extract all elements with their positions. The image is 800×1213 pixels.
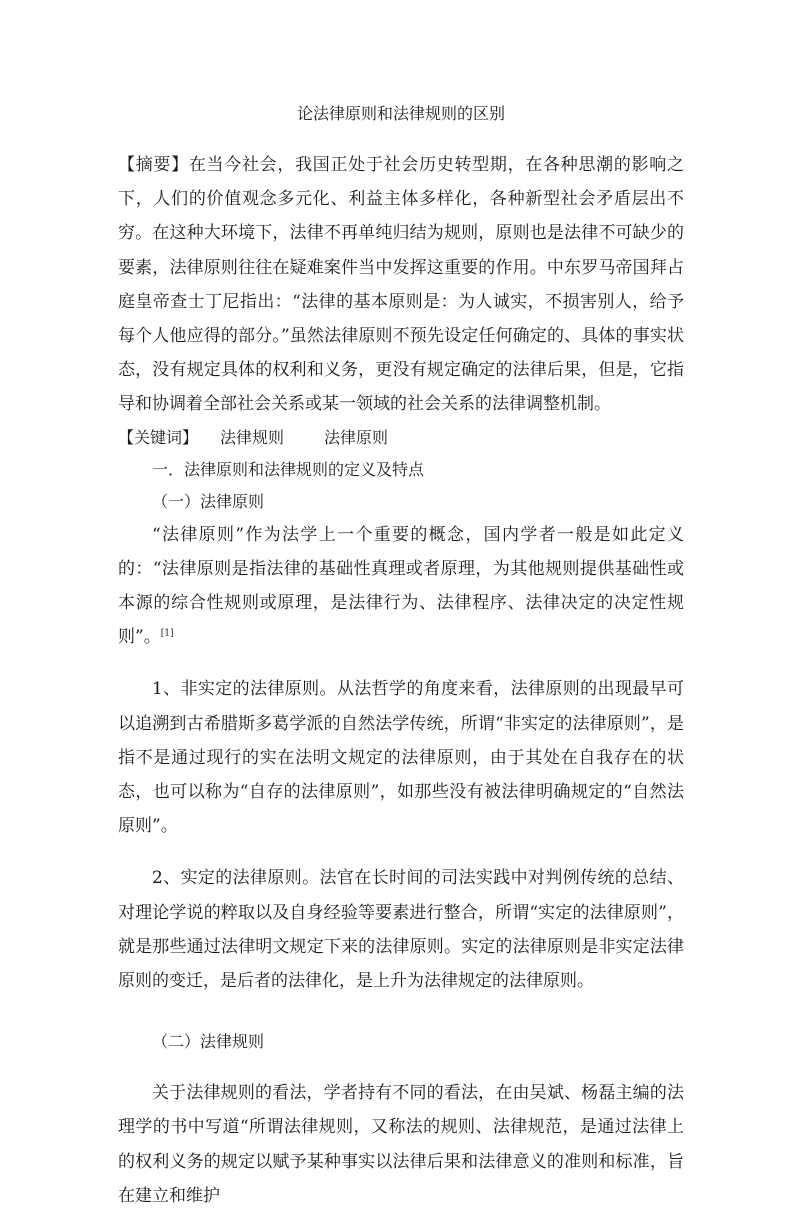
- subsection-heading: （一）法律原则: [152, 491, 265, 511]
- item1-paragraph: 1、非实定的法律原则。从法哲学的角度来看，法律原则的出现最早可以追溯到古希腊斯多葛学派的自然法学传统，所谓“非实定的法律原则”，是指不是通过现行的实在法明文规定的法律原则，由于其处在自我存在的状态，也可以称为“自存的法律原则”，如那些没有被法律明确规定的“自然法原则”。: [118, 679, 684, 837]
- rules-paragraph: 关于法律规则的看法，学者持有不同的看法，在由吴斌、杨磊主编的法理学的书中写道“所谓法律规则，又称法的规则、法律规范，是通过法律上的权利义务的规定以赋予某种事实以法律后果和法律意义的准则和标准，旨在建立和维护: [118, 1083, 684, 1206]
- document-page: [118, 100, 684, 1213]
- keywords-line: [118, 422, 684, 454]
- definition-paragraph: [118, 518, 684, 655]
- item2-paragraph: 2、实定的法律原则。法官在长时间的司法实践中对判例传统的总结、对理论学说的粹取以及自身经验等要素进行整合，所谓“实定的法律原则”，就是那些通过法律明文规定下来的法律原则。实定的法律原则是非实定法律原则的变迁，是后者的法律化，是上升为法律规定的法律原则。: [118, 868, 684, 992]
- keyword-item: 法律规则: [220, 427, 285, 447]
- section-heading: 一．法律原则和法律规则的定义及特点: [152, 459, 425, 479]
- citation-reference: [1]: [160, 628, 174, 639]
- subsection-heading: （二）法律规则: [152, 1032, 265, 1052]
- keywords-label: 【关键词】: [118, 427, 199, 447]
- abstract-label: 【摘要】: [118, 155, 189, 175]
- keyword-item: 法律原则: [324, 427, 389, 447]
- abstract-text: 在当今社会，我国正处于社会历史转型期，在各种思潮的影响之下，人们的价值观念多元化、利益主体多样化，各种新型社会矛盾层出不穷。在这种大环境下，法律不再单纯归结为规则，原则也是法律不可缺少的要素，法律原则往往在疑难案件当中发挥这重要的作用。中东罗马帝国拜占庭皇帝查士丁尼指出：“法律的基本原则是：为人诚实，不损害别人，给予每个人他应得的部分。”虽然法律原则不预先设定任何确定的、具体的事实状态，没有规定具体的权利和义务，更没有规定确定的法律后果，但是，它指导和协调着全部社会关系或某一领域的社会关系的法律调整机制。: [118, 155, 685, 415]
- abstract-paragraph: [118, 148, 684, 422]
- document-title: 论法律原则和法律规则的区别: [296, 104, 505, 123]
- definition-text: “法律原则”作为法学上一个重要的概念，国内学者一般是如此定义的：“法律原则是指法律的基础性真理或者原理，为其他规则提供基础性或本源的综合性规则或原理，是法律行为、法律程序、法律决定的决定性规则”。: [118, 524, 684, 648]
